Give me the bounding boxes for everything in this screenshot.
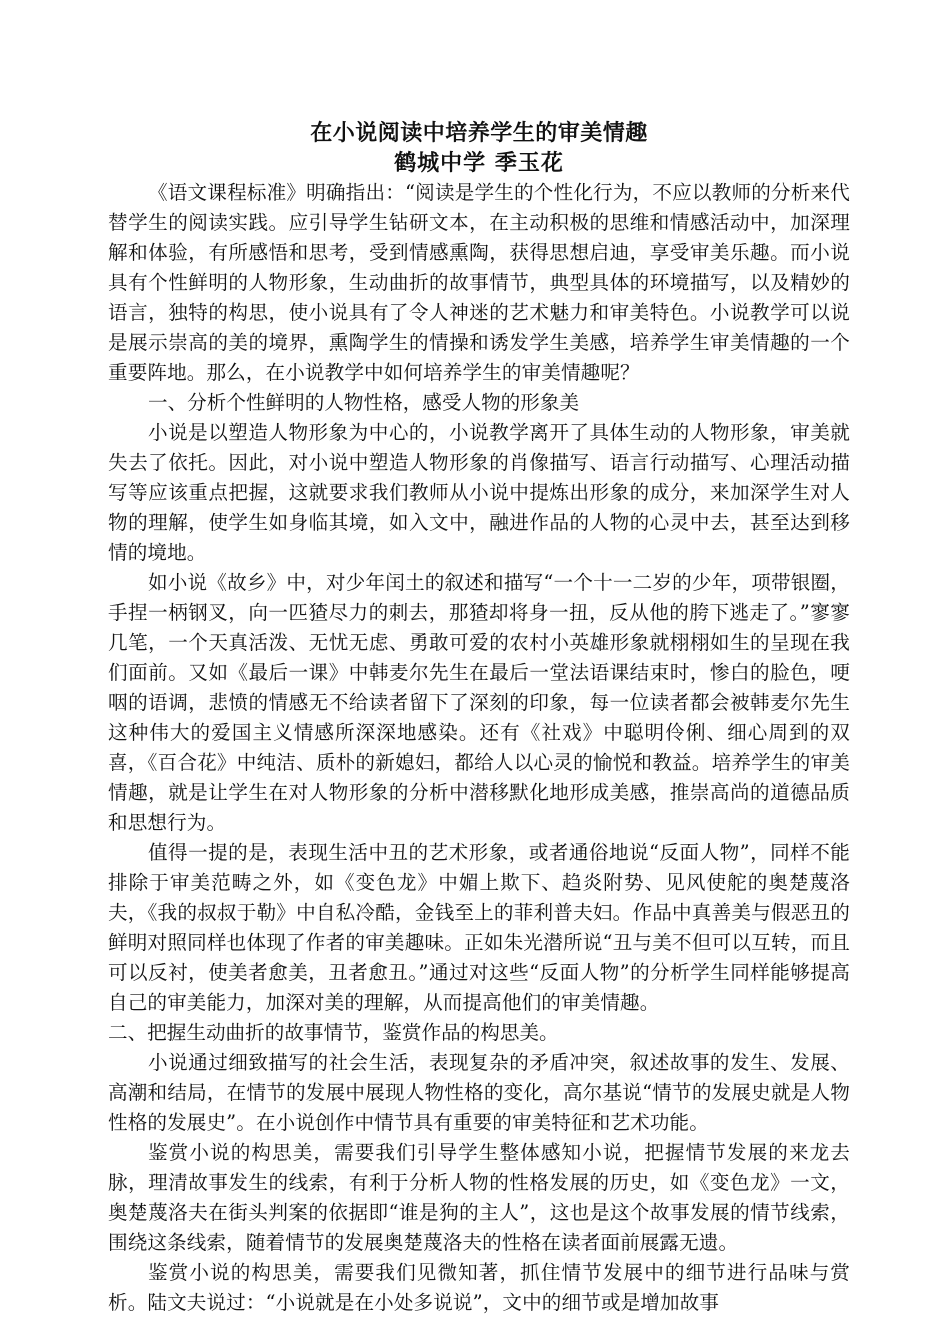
document-title: 在小说阅读中培养学生的审美情趣 — [310, 120, 648, 146]
paragraph: 小说是以塑造人物形象为中心的，小说教学离开了具体生动的人物形象，审美就失去了依托。因此，对小说中塑造人物形象的肖像描写、语言行动描写、心理活动描写等应该重点把握，这就要求我们教师从小说中提炼出形象的成分，来加深学生对人物的理解，使学生如身临其境，如入文中，融进作品的人物的心灵中去，甚至达到移情的境地。 — [108, 421, 850, 564]
section-heading-2: 二、把握生动曲折的故事情节，鉴赏作品的构思美。 — [108, 1021, 559, 1044]
section-heading-1: 一、分析个性鲜明的人物性格，感受人物的形象美 — [148, 391, 580, 414]
paragraph: 鉴赏小说的构思美，需要我们见微知著，抓住情节发展中的细节进行品味与赏析。陆文夫说过：“小说就是在小处多说说”，文中的细节或是增加故事 — [108, 1261, 850, 1314]
document-author: 鹤城中学 季玉花 — [394, 150, 564, 176]
document-page — [108, 118, 850, 1318]
paragraph: 值得一提的是，表现生活中丑的艺术形象，或者通俗地说“反面人物”，同样不能排除于审美范畴之外，如《变色龙》中媚上欺下、趋炎附势、见风使舵的奥楚蔑洛夫，《我的叔叔于勒》中自私冷酷，金钱至上的菲利普夫妇。作品中真善美与假恶丑的鲜明对照同样也体现了作者的审美趣味。正如朱光潜所说“丑与美不但可以互转，而且可以反衬，使美者愈美，丑者愈丑。”通过对这些“反面人物”的分析学生同样能够提高自己的审美能力，加深对美的理解，从而提高他们的审美情趣。 — [108, 841, 850, 1014]
paragraph: 鉴赏小说的构思美，需要我们引导学生整体感知小说，把握情节发展的来龙去脉，理清故事发生的线索，有利于分析人物的性格发展的历史，如《变色龙》一文，奥楚蔑洛夫在街头判案的依据即“谁是狗的主人”，这也是这个故事发展的情节线索，围绕这条线索，随着情节的发展奥楚蔑洛夫的性格在读者面前展露无遗。 — [108, 1141, 850, 1254]
paragraph: 小说通过细致描写的社会生活，表现复杂的矛盾冲突，叙述故事的发生、发展、高潮和结局，在情节的发展中展现人物性格的变化，高尔基说“情节的发展史就是人物性格的发展史”。在小说创作中情节具有重要的审美特征和艺术功能。 — [108, 1051, 850, 1134]
paragraph-intro: 《语文课程标准》明确指出：“阅读是学生的个性化行为，不应以教师的分析来代替学生的阅读实践。应引导学生钻研文本，在主动积极的思维和情感活动中，加深理解和体验，有所感悟和思考，受到情感熏陶，获得思想启迪，享受审美乐趣。而小说具有个性鲜明的人物形象，生动曲折的故事情节，典型具体的环境描写，以及精妙的语言，独特的构思，使小说具有了令人神迷的艺术魅力和审美特色。小说教学可以说是展示崇高的美的境界，熏陶学生的情操和诱发学生美感，培养学生审美情趣的一个重要阵地。那么，在小说教学中如何培养学生的审美情趣呢？ — [108, 181, 850, 384]
paragraph: 如小说《故乡》中，对少年闰土的叙述和描写“一个十一二岁的少年，项带银圈，手捏一柄钢叉，向一匹猹尽力的刺去，那猹却将身一扭，反从他的胯下逃走了。”寥寥几笔，一个天真活泼、无忧无虑、勇敢可爱的农村小英雄形象就栩栩如生的呈现在我们面前。又如《最后一课》中韩麦尔先生在最后一堂法语课结束时，惨白的脸色，哽咽的语调，悲愤的情感无不给读者留下了深刻的印象，每一位读者都会被韩麦尔先生这种伟大的爱国主义情感所深深地感染。还有《社戏》中聪明伶俐、细心周到的双喜，《百合花》中纯洁、质朴的新媳妇，都给人以心灵的愉悦和教益。培养学生的审美情趣，就是让学生在对人物形象的分析中潜移默化地形成美感，推崇高尚的道德品质和思想行为。 — [108, 571, 850, 834]
